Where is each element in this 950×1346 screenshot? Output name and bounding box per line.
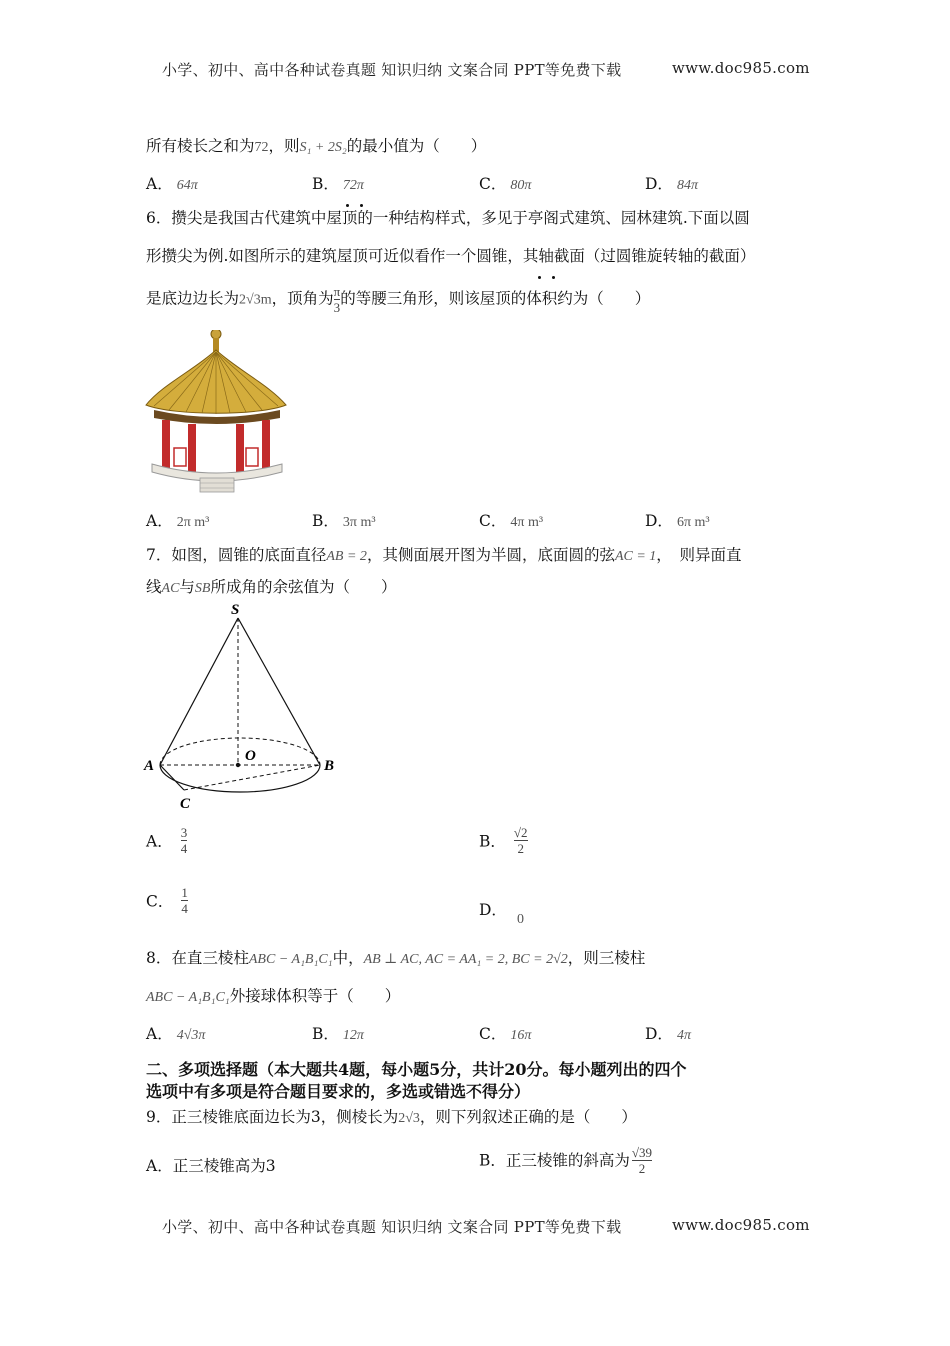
q6-line3: 是底边边长为2√3m，顶角为 $\frac{\pi}{3}$ 的等腰三角形，则该屋顶的体积约为（ ） (146, 284, 651, 315)
cone-label-a: A (144, 758, 155, 774)
cone-label-b: B (324, 758, 335, 774)
q7-line2: 线AC与SB所成角的余弦值为（ ） (146, 578, 397, 596)
section2-heading-line1: 二、多项选择题（本大题共4题，每小题5分，共计20分。每小题列出的四个 (146, 1060, 687, 1079)
q5-option-a[interactable]: A． 64π (146, 175, 198, 193)
q7-option-b[interactable]: B． $\frac{√2}{2}$ (479, 825, 528, 856)
q6-line1: 6．攒尖是我国古代建筑中屋顶的一种结构样式，多见于亭阁式建筑、园林建筑.下面以圆 (146, 209, 750, 227)
q8-option-d[interactable]: D． 4π (645, 1025, 691, 1043)
q8-line2: ABC − A₁B₁C₁外接球体积等于（ ） (146, 987, 401, 1005)
q5-text-b: ，则 (268, 137, 300, 155)
q5-text-c: 的最小值为（ ） (346, 137, 487, 155)
q5-expr: S₁ + 2S₂ (299, 140, 347, 155)
footer-text: 小学、初中、高中各种试卷真题 知识归纳 文案合同 PPT等免费下载 (162, 1218, 622, 1236)
footer-url[interactable]: www.doc985.com (672, 1216, 810, 1234)
q6-angle-fraction: $\frac{\pi}{3}$ (333, 284, 341, 315)
q5-option-b[interactable]: B． 72π (312, 175, 364, 193)
q6-option-a[interactable]: A． 2π m³ (146, 512, 210, 530)
emphasis-dot (552, 276, 555, 279)
q6-line2: 形攒尖为例.如图所示的建筑屋顶可近似看作一个圆锥，其轴截面（过圆锥旋转轴的截面） (146, 247, 756, 265)
q9-option-b[interactable]: B．正三棱锥的斜高为 $\frac{√39}{2}$ (479, 1145, 653, 1176)
q8-option-b[interactable]: B． 12π (312, 1025, 364, 1043)
q7-option-d[interactable]: D．0 (479, 901, 524, 927)
q9-stem: 9．正三棱锥底面边长为3，侧棱长为2√3，则下列叙述正确的是（ ） (146, 1108, 637, 1126)
q5-stem (146, 135, 486, 159)
q5-option-c[interactable]: C． 80π (479, 175, 532, 193)
cone-figure (140, 598, 345, 813)
q8-option-a[interactable]: A． 4√3π (146, 1025, 206, 1043)
q9-option-a[interactable]: A．正三棱锥高为3 (146, 1157, 276, 1175)
q8-line1: 8．在直三棱柱ABC − A₁B₁C₁中，AB ⊥ AC, AC = AA₁ = 2, BC = 2√2，则三棱柱 (146, 949, 646, 967)
q5-text-a: 所有棱长之和为 (146, 137, 255, 155)
q5-value-72: 72 (254, 140, 269, 155)
header-url[interactable]: www.doc985.com (672, 59, 810, 77)
q7-option-a[interactable]: A． $\frac{3}{4}$ (146, 825, 188, 856)
q6-option-d[interactable]: D． 6π m³ (645, 512, 710, 530)
q7-line1: 7．如图，圆锥的底面直径AB = 2，其侧面展开图为半圆，底面圆的弦AC = 1， 则异面直 (146, 546, 742, 564)
header-text: 小学、初中、高中各种试卷真题 知识归纳 文案合同 PPT等免费下载 (162, 61, 622, 79)
q7-option-c[interactable]: C． $\frac{1}{4}$ (146, 885, 188, 916)
q6-base-length: 2√3m (239, 292, 272, 308)
q6-option-b[interactable]: B． 3π m³ (312, 512, 376, 530)
cone-label-c: C (180, 796, 191, 812)
q6-option-c[interactable]: C． 4π m³ (479, 512, 544, 530)
q5-option-d[interactable]: D． 84π (645, 175, 698, 193)
cone-label-o: O (245, 748, 256, 764)
emphasis-dot (538, 276, 541, 279)
q8-option-c[interactable]: C． 16π (479, 1025, 532, 1043)
section2-heading-line2: 选项中有多项是符合题目要求的，多选或错选不得分） (146, 1082, 531, 1101)
cone-label-s: S (231, 602, 240, 618)
pavilion-illustration (144, 330, 289, 495)
